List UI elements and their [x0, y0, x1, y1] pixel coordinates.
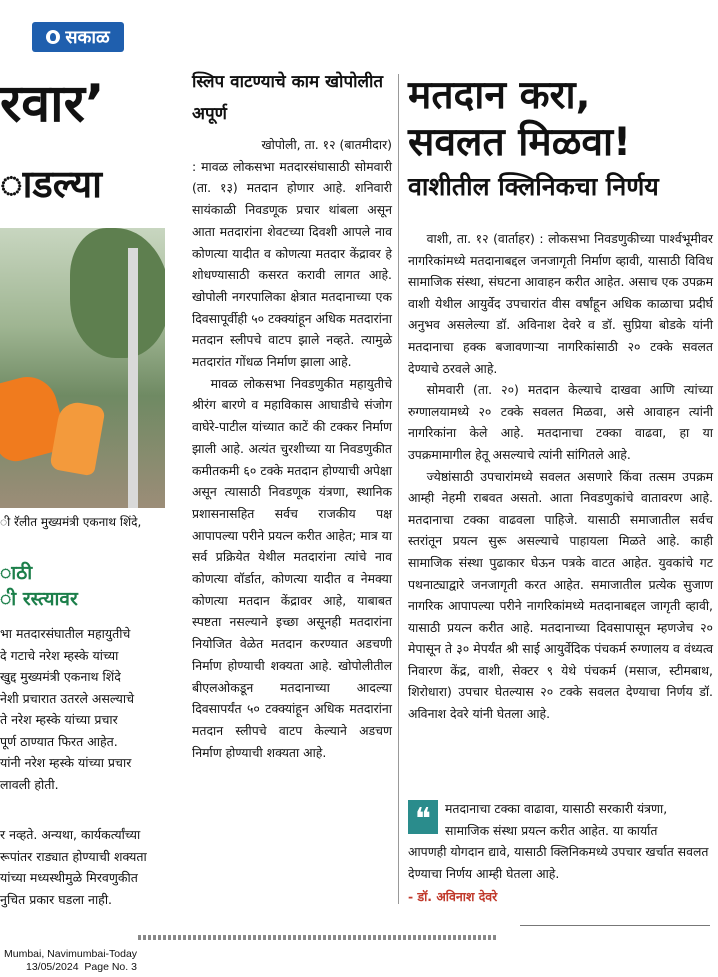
- left-body-line: लावली होती.: [0, 776, 59, 792]
- pull-quote: [408, 798, 713, 884]
- left-body-line: र नव्हते. अन्यथा, कार्यकर्त्यांच्या: [0, 827, 141, 842]
- left-body-line: नुचित प्रकार घडला नाही.: [0, 891, 113, 907]
- left-body-line: यांनी नरेश म्हस्के यांच्या प्रचार: [0, 755, 132, 770]
- left-body-line: पूर्ण ठाण्यात फिरत आहेत.: [0, 733, 118, 749]
- left-subheadline-line1: ाठी: [0, 562, 33, 584]
- right-article-body: [408, 228, 713, 725]
- right-paragraph: ज्येष्ठांसाठी उपचारांमध्ये सवलत असणारे किंवा तत्सम उपक्रम आम्ही नेहमी राबवत असतो. आता निवडणुकांचे वातावरण आहे. मतदानाचा टक्का वाढवला पाहिजे. यासाठी समाजातील सर्वच स्तरांतून प्रयत्न सुरू असल्याचे पाहायला मिळते आहे. काही सामाजिक संस्था पुढाकार घेऊन पत्रके वाटत आहेत. युवकांचे गट पथनाट्याद्वारे जनजागृती करत आहेत. समाजातील प्रत्येक सुजाण नागरिक आपापल्या परीने नागरिकांमध्ये मतदानाबद्दल जागृती व्हावी, यासाठी प्रयत्न करीत आहे. मतदानाच्या दिवसापासून म्हणजेच २० मेपासून ते ३० मेपर्यंत श्री साई आयुर्वेदिक पंचकर्म रुग्णालय व वंध्यत्व निवारण केंद्र, वाशी, सेक्टर ९ येथे पंचकर्म (मसाज, स्टीमबाथ, शिरोधारा) उपचार घेतल्यास २० टक्के सवलत देण्याचा निर्णय डॉ. अविनाश देवरे यांनी घेतला आहे.: [408, 468, 713, 722]
- left-body-line: खुद्द मुख्यमंत्री एकनाथ शिंदे: [0, 669, 121, 684]
- left-body-line: ते नरेश म्हस्के यांच्या प्रचार: [0, 712, 118, 727]
- pull-quote-part2: आपणही योगदान द्यावे, यासाठी क्लिनिकमध्ये उपचार खर्चात सवलत देण्याचा निर्णय आम्ही घेतला आहे.: [408, 844, 709, 881]
- article-end-rule: [520, 925, 710, 926]
- middle-dateline: खोपोली, ता. १२ (बातमीदार): [261, 137, 392, 152]
- photo-caption: ी रॅलीत मुख्यमंत्री एकनाथ शिंदे,: [0, 515, 142, 529]
- newspaper-logo: [32, 22, 124, 52]
- quote-icon: ❝: [408, 800, 438, 834]
- left-subheadline: [0, 560, 78, 612]
- middle-paragraph: : मावळ लोकसभा मतदारसंघासाठी सोमवारी (ता. १३) मतदान होणार आहे. शनिवारी सायंकाळी निवडणूक प्रचार थांबला असून आता मतदारांना शेवटच्या दिवशी आपले नाव कोणत्या यादीत व कोणत्या मतदार केंद्रावर हे शोधण्यासाठी कसरत करावी लागत आहे. खोपोली नगरपालिका क्षेत्रात मतदानाच्या एक दिवसापूर्वीही ५० टक्क्यांहून अधिक मतदारांना मतदान स्लीपचे वाटप झाले नव्हते. त्यामुळे मतदारांत गोंधळ निर्माण झाला आहे.: [192, 158, 392, 370]
- photo-pole: [128, 248, 138, 508]
- left-subheadline-line2: ी रस्त्यावर: [0, 588, 78, 610]
- left-headline-line2: ाडल्या: [0, 162, 102, 206]
- page-footer: [4, 948, 137, 974]
- right-dateline: वाशी, ता. १२ (वार्ताहर) :: [426, 231, 544, 246]
- left-body: [0, 623, 165, 795]
- right-headline-line2: सवलत मिळवा!: [408, 120, 631, 165]
- right-headline: [408, 72, 713, 166]
- right-paragraph: लोकसभा निवडणुकीच्या पार्श्वभूमीवर नागरिकांमध्ये मतदानाबद्दल जनजागृती निर्माण व्हावी, यासाठी विविध सामाजिक संस्था, संघटना आवाहन करीत आहेत. असाच एक उपक्रम वाशी येथील आयुर्वेद उपचारांत वीस वर्षांहून अधिक काळाचा प्रदीर्घ अनुभव असलेल्या डॉ. अविनाश देवरे व डॉ. सुप्रिया बोडके यांनी मतदानाचा हक्क बजावणाऱ्या नागरिकांसाठी २० टक्के सवलत देण्याचे ठरवले आहे.: [408, 231, 713, 376]
- footer-date-page: 13/05/2024 Page No. 3: [26, 961, 137, 973]
- left-body-line: भा मतदारसंघातील महायुतीचे: [0, 626, 131, 641]
- middle-headline: स्लिप वाटण्याचे काम खोपोलीत अपूर्ण: [192, 72, 384, 124]
- page-bottom-dashed-rule: [138, 935, 498, 940]
- rally-photo: [0, 228, 165, 508]
- right-paragraph-first: [408, 228, 713, 379]
- quote-author: - डॉ. अविनाश देवरे: [408, 889, 498, 904]
- right-subheadline: वाशीतील क्लिनिकचा निर्णय: [408, 172, 659, 201]
- footer-edition: Mumbai, Navimumbai-Today: [4, 948, 138, 960]
- logo-text: सकाळ: [65, 27, 110, 48]
- photo-tree: [70, 228, 165, 358]
- right-paragraph: सोमवारी (ता. २०) मतदान केल्याचे दाखवा आणि त्यांच्या रुग्णालयामध्ये २० टक्के सवलत मिळवा, असे आवाहन त्यांनी नागरिकांना केले आहे. मतदानाचा टक्का वाढवा, हा या उपक्रमामागील हेतू असल्याचे त्यांनी सांगितले आहे.: [408, 382, 713, 462]
- left-body-continued: [0, 824, 165, 910]
- left-body-line: नेशी प्रचारात उतरले असल्याचे: [0, 690, 135, 706]
- left-headline-line1: रवार’: [0, 74, 105, 134]
- left-body-line: यांच्या मध्यस्थीमुळे मिरवणुकीत: [0, 870, 138, 885]
- left-body-line: रूपांतर राड्यात होण्याची शक्यता: [0, 848, 147, 864]
- pull-quote-part1: मतदानाचा टक्का वाढावा, यासाठी सरकारी यंत्रणा, सामाजिक संस्था प्रयत्न करीत आहेत. या कार्यात: [445, 801, 668, 838]
- middle-paragraph: मावळ लोकसभा निवडणुकीत महायुतीचे श्रीरंग बारणे व महाविकास आघाडीचे संजोग वाघेरे-पाटील यांच्यात काटें की टक्कर निर्माण झाली आहे. अत्यंत चुरशीच्या या निवडणुकीत कमीतकमी ६० टक्के मतदान होण्याची अपेक्षा असून त्यासाठी निवडणूक यंत्रणा, स्थानिक प्रशासनासहित सर्वच राजकीय पक्ष आपापल्या परीने प्रयत्न करीत आहेत; मात्र या सर्व प्रक्रियेत येथील मतदारांना त्यांचे नाव कोणत्या वॉर्डात, कोणत्या यादीत व नेमक्या कोणत्या मतदान केंद्रावर आहे, याबाबत स्पष्टता नसल्याने इच्छा असूनही मतदारांना नियोजित वेळेत मतदान करण्यात अडचणी निर्माण होण्याची शक्यता आहे. खोपोलीतील बीएलओकडून मतदानाच्या आदल्या दिवसापर्यंत ५० टक्क्यांहून अधिक मतदारांना मतदान स्लीपचे वाटप केल्याने अडचण निर्माण होण्याची शक्यता आहे.: [192, 375, 392, 760]
- left-body-line: दे गटाचे नरेश म्हस्के यांच्या: [0, 647, 119, 663]
- column-divider: [398, 74, 399, 904]
- right-headline-line1: मतदान करा,: [408, 73, 591, 118]
- middle-article-body: [192, 134, 392, 763]
- conch-icon: [46, 30, 60, 44]
